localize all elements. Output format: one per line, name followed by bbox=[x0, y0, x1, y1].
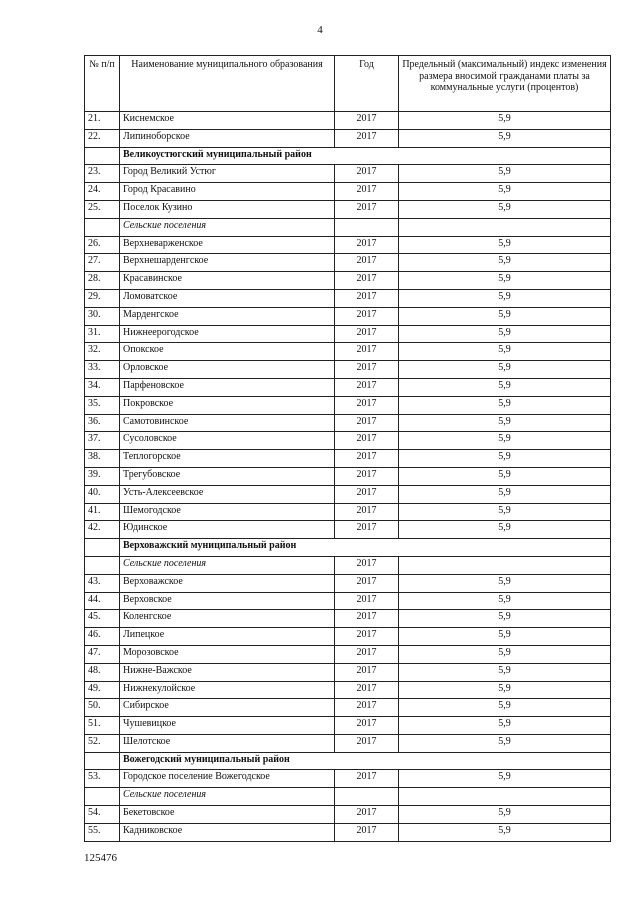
table-row bbox=[85, 200, 611, 218]
row-year: 2017 bbox=[335, 165, 399, 183]
row-index-value: 5,9 bbox=[399, 361, 611, 379]
table-row bbox=[85, 236, 611, 254]
row-year: 2017 bbox=[335, 699, 399, 717]
row-number: 49. bbox=[85, 681, 120, 699]
row-index-value: 5,9 bbox=[399, 663, 611, 681]
row-number: 33. bbox=[85, 361, 120, 379]
row-index-value: 5,9 bbox=[399, 343, 611, 361]
subheading-label: Сельские поселения bbox=[120, 556, 335, 574]
row-year: 2017 bbox=[335, 485, 399, 503]
row-index-value: 5,9 bbox=[399, 272, 611, 290]
row-index-value: 5,9 bbox=[399, 699, 611, 717]
row-index-value: 5,9 bbox=[399, 610, 611, 628]
row-number: 50. bbox=[85, 699, 120, 717]
row-index-value: 5,9 bbox=[399, 681, 611, 699]
row-number: 43. bbox=[85, 574, 120, 592]
municipality-name: Коленгское bbox=[120, 610, 335, 628]
municipality-name: Орловское bbox=[120, 361, 335, 379]
row-index-value: 5,9 bbox=[399, 806, 611, 824]
row-number: 47. bbox=[85, 645, 120, 663]
row-index-value: 5,9 bbox=[399, 521, 611, 539]
row-year: 2017 bbox=[335, 610, 399, 628]
page-number: 4 bbox=[317, 24, 323, 36]
table-row bbox=[85, 823, 611, 841]
subheading-index-cell bbox=[399, 556, 611, 574]
municipality-name: Самотовинское bbox=[120, 414, 335, 432]
municipality-name: Сусоловское bbox=[120, 432, 335, 450]
row-index-value: 5,9 bbox=[399, 503, 611, 521]
table-row bbox=[85, 699, 611, 717]
district-heading-row bbox=[85, 752, 611, 770]
district-heading-row bbox=[85, 539, 611, 557]
header-name: Наименование муниципального образования bbox=[120, 56, 335, 112]
subheading-index-cell bbox=[399, 788, 611, 806]
row-index-value: 5,9 bbox=[399, 717, 611, 735]
district-num-cell bbox=[85, 752, 120, 770]
row-number: 27. bbox=[85, 254, 120, 272]
subheading-num-cell bbox=[85, 556, 120, 574]
row-year: 2017 bbox=[335, 592, 399, 610]
row-index-value: 5,9 bbox=[399, 378, 611, 396]
table-header-row bbox=[85, 56, 611, 112]
subheading-label: Сельские поселения bbox=[120, 788, 335, 806]
subheading-row bbox=[85, 788, 611, 806]
table-row bbox=[85, 396, 611, 414]
document-code: 125476 bbox=[84, 852, 117, 864]
municipality-name: Нижнекулойское bbox=[120, 681, 335, 699]
subheading-num-cell bbox=[85, 218, 120, 236]
row-year: 2017 bbox=[335, 628, 399, 646]
row-year: 2017 bbox=[335, 112, 399, 130]
row-number: 24. bbox=[85, 183, 120, 201]
row-number: 25. bbox=[85, 200, 120, 218]
row-number: 53. bbox=[85, 770, 120, 788]
table-row bbox=[85, 485, 611, 503]
row-index-value: 5,9 bbox=[399, 450, 611, 468]
municipality-name: Городское поселение Вожегодское bbox=[120, 770, 335, 788]
municipality-name: Кадниковское bbox=[120, 823, 335, 841]
table-row bbox=[85, 129, 611, 147]
municipality-name: Верхнешарденгское bbox=[120, 254, 335, 272]
municipality-name: Бекетовское bbox=[120, 806, 335, 824]
municipality-name: Город Великий Устюг bbox=[120, 165, 335, 183]
subheading-year bbox=[335, 788, 399, 806]
row-number: 36. bbox=[85, 414, 120, 432]
row-number: 22. bbox=[85, 129, 120, 147]
row-year: 2017 bbox=[335, 467, 399, 485]
municipality-name: Липиноборское bbox=[120, 129, 335, 147]
row-number: 32. bbox=[85, 343, 120, 361]
row-year: 2017 bbox=[335, 325, 399, 343]
row-index-value: 5,9 bbox=[399, 200, 611, 218]
municipality-name: Верховское bbox=[120, 592, 335, 610]
row-year: 2017 bbox=[335, 378, 399, 396]
table-row bbox=[85, 521, 611, 539]
row-number: 41. bbox=[85, 503, 120, 521]
row-index-value: 5,9 bbox=[399, 432, 611, 450]
row-index-value: 5,9 bbox=[399, 645, 611, 663]
municipality-name: Трегубовское bbox=[120, 467, 335, 485]
row-number: 29. bbox=[85, 289, 120, 307]
district-name: Вожегодский муниципальный район bbox=[120, 752, 611, 770]
table-row bbox=[85, 343, 611, 361]
row-index-value: 5,9 bbox=[399, 236, 611, 254]
table-row bbox=[85, 770, 611, 788]
municipality-name: Парфеновское bbox=[120, 378, 335, 396]
row-year: 2017 bbox=[335, 361, 399, 379]
table-row bbox=[85, 361, 611, 379]
row-number: 51. bbox=[85, 717, 120, 735]
row-year: 2017 bbox=[335, 307, 399, 325]
subheading-year bbox=[335, 218, 399, 236]
table-row bbox=[85, 289, 611, 307]
table-row bbox=[85, 645, 611, 663]
municipality-name: Опокское bbox=[120, 343, 335, 361]
municipality-name: Город Красавино bbox=[120, 183, 335, 201]
table-row bbox=[85, 592, 611, 610]
row-year: 2017 bbox=[335, 806, 399, 824]
row-year: 2017 bbox=[335, 236, 399, 254]
table-row bbox=[85, 307, 611, 325]
subheading-year: 2017 bbox=[335, 556, 399, 574]
table-row bbox=[85, 503, 611, 521]
table-row bbox=[85, 717, 611, 735]
row-index-value: 5,9 bbox=[399, 592, 611, 610]
row-number: 30. bbox=[85, 307, 120, 325]
municipality-name: Теплогорское bbox=[120, 450, 335, 468]
subheading-index-cell bbox=[399, 218, 611, 236]
row-number: 46. bbox=[85, 628, 120, 646]
district-num-cell bbox=[85, 539, 120, 557]
row-number: 44. bbox=[85, 592, 120, 610]
municipality-name: Нижне-Важское bbox=[120, 663, 335, 681]
header-year: Год bbox=[335, 56, 399, 112]
row-year: 2017 bbox=[335, 254, 399, 272]
municipality-name: Красавинское bbox=[120, 272, 335, 290]
table-row bbox=[85, 610, 611, 628]
municipality-name: Верховажское bbox=[120, 574, 335, 592]
row-year: 2017 bbox=[335, 289, 399, 307]
municipality-name: Морозовское bbox=[120, 645, 335, 663]
municipality-name: Покровское bbox=[120, 396, 335, 414]
row-index-value: 5,9 bbox=[399, 165, 611, 183]
subheading-row bbox=[85, 218, 611, 236]
row-number: 21. bbox=[85, 112, 120, 130]
row-number: 23. bbox=[85, 165, 120, 183]
tariff-index-table bbox=[84, 55, 611, 842]
row-index-value: 5,9 bbox=[399, 467, 611, 485]
row-year: 2017 bbox=[335, 734, 399, 752]
row-year: 2017 bbox=[335, 770, 399, 788]
table-row bbox=[85, 450, 611, 468]
row-year: 2017 bbox=[335, 129, 399, 147]
row-year: 2017 bbox=[335, 574, 399, 592]
municipality-name: Киснемское bbox=[120, 112, 335, 130]
municipality-name: Шелотское bbox=[120, 734, 335, 752]
row-number: 45. bbox=[85, 610, 120, 628]
table-row bbox=[85, 467, 611, 485]
table-row bbox=[85, 325, 611, 343]
district-name: Великоустюгский муниципальный район bbox=[120, 147, 611, 165]
table-row bbox=[85, 378, 611, 396]
row-number: 35. bbox=[85, 396, 120, 414]
row-year: 2017 bbox=[335, 823, 399, 841]
row-index-value: 5,9 bbox=[399, 325, 611, 343]
header-num: № п/п bbox=[85, 56, 120, 112]
row-year: 2017 bbox=[335, 521, 399, 539]
row-index-value: 5,9 bbox=[399, 414, 611, 432]
row-index-value: 5,9 bbox=[399, 485, 611, 503]
row-index-value: 5,9 bbox=[399, 307, 611, 325]
header-index: Предельный (максимальный) индекс изменения размера вносимой гражданами платы за коммунальные услуги (процентов) bbox=[399, 56, 611, 112]
row-index-value: 5,9 bbox=[399, 254, 611, 272]
table-row bbox=[85, 663, 611, 681]
row-year: 2017 bbox=[335, 645, 399, 663]
row-year: 2017 bbox=[335, 681, 399, 699]
row-year: 2017 bbox=[335, 272, 399, 290]
table-row bbox=[85, 574, 611, 592]
table-row bbox=[85, 165, 611, 183]
row-index-value: 5,9 bbox=[399, 574, 611, 592]
row-year: 2017 bbox=[335, 717, 399, 735]
municipality-name: Верхневарженское bbox=[120, 236, 335, 254]
row-year: 2017 bbox=[335, 432, 399, 450]
municipality-name: Ломоватское bbox=[120, 289, 335, 307]
district-heading-row bbox=[85, 147, 611, 165]
table-row bbox=[85, 272, 611, 290]
municipality-name: Сибирское bbox=[120, 699, 335, 717]
table-row bbox=[85, 806, 611, 824]
table-body bbox=[85, 112, 611, 842]
table-row bbox=[85, 432, 611, 450]
table-row bbox=[85, 254, 611, 272]
subheading-row bbox=[85, 556, 611, 574]
row-year: 2017 bbox=[335, 396, 399, 414]
row-index-value: 5,9 bbox=[399, 183, 611, 201]
row-index-value: 5,9 bbox=[399, 129, 611, 147]
row-number: 55. bbox=[85, 823, 120, 841]
row-year: 2017 bbox=[335, 200, 399, 218]
row-year: 2017 bbox=[335, 663, 399, 681]
row-number: 28. bbox=[85, 272, 120, 290]
municipality-name: Усть-Алексеевское bbox=[120, 485, 335, 503]
row-year: 2017 bbox=[335, 414, 399, 432]
row-number: 48. bbox=[85, 663, 120, 681]
municipality-name: Поселок Кузино bbox=[120, 200, 335, 218]
table-row bbox=[85, 183, 611, 201]
municipality-name: Юдинское bbox=[120, 521, 335, 539]
row-number: 54. bbox=[85, 806, 120, 824]
row-number: 39. bbox=[85, 467, 120, 485]
row-number: 31. bbox=[85, 325, 120, 343]
municipality-name: Липецкое bbox=[120, 628, 335, 646]
row-year: 2017 bbox=[335, 343, 399, 361]
municipality-name: Шемогодское bbox=[120, 503, 335, 521]
row-index-value: 5,9 bbox=[399, 289, 611, 307]
table-row bbox=[85, 681, 611, 699]
row-index-value: 5,9 bbox=[399, 734, 611, 752]
row-number: 52. bbox=[85, 734, 120, 752]
row-year: 2017 bbox=[335, 450, 399, 468]
municipality-name: Марденгское bbox=[120, 307, 335, 325]
table-row bbox=[85, 112, 611, 130]
table-row bbox=[85, 414, 611, 432]
row-number: 37. bbox=[85, 432, 120, 450]
district-num-cell bbox=[85, 147, 120, 165]
row-index-value: 5,9 bbox=[399, 112, 611, 130]
row-number: 34. bbox=[85, 378, 120, 396]
row-index-value: 5,9 bbox=[399, 628, 611, 646]
municipality-name: Чушевицкое bbox=[120, 717, 335, 735]
subheading-label: Сельские поселения bbox=[120, 218, 335, 236]
municipality-name: Нижнеерогодское bbox=[120, 325, 335, 343]
row-index-value: 5,9 bbox=[399, 396, 611, 414]
district-name: Верховажский муниципальный район bbox=[120, 539, 611, 557]
row-number: 42. bbox=[85, 521, 120, 539]
row-number: 40. bbox=[85, 485, 120, 503]
row-index-value: 5,9 bbox=[399, 823, 611, 841]
table-row bbox=[85, 628, 611, 646]
row-year: 2017 bbox=[335, 503, 399, 521]
subheading-num-cell bbox=[85, 788, 120, 806]
table-row bbox=[85, 734, 611, 752]
row-number: 26. bbox=[85, 236, 120, 254]
row-number: 38. bbox=[85, 450, 120, 468]
row-year: 2017 bbox=[335, 183, 399, 201]
row-index-value: 5,9 bbox=[399, 770, 611, 788]
